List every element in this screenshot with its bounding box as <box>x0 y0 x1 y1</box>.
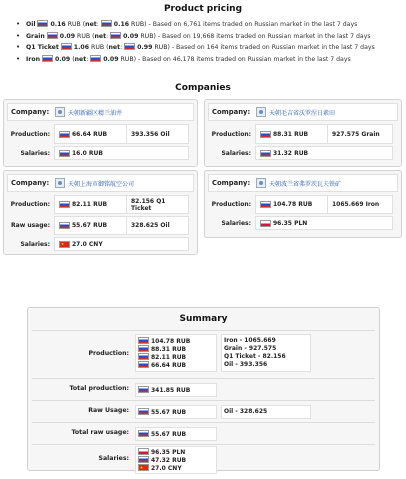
price-item-oil: • Oil 0.16 RUB (net: 0.16 RUB) - Based on 6,761 items traded on Russian market in the last 7 days <box>16 19 406 31</box>
price-item-q1-ticket: • Q1 Ticket 1.06 RUB (net: 0.99 RUB) - Based on 164 items traded on Russian market in the last 7 days <box>16 42 406 54</box>
price-note: Based on 164 items traded on Russian market in the last 7 days <box>176 44 375 52</box>
company-logo-icon <box>55 107 65 117</box>
company-card <box>3 99 198 167</box>
summary-panel <box>27 307 380 471</box>
company-card <box>204 170 402 238</box>
company-link[interactable]: 天朝上海市御铭航空公司 <box>68 180 135 188</box>
currency: RUB <box>77 32 91 40</box>
salaries-label: Salaries: <box>221 219 251 227</box>
production-money: 88.31 RUB <box>273 130 309 138</box>
salaries-row <box>8 146 193 160</box>
product-name: Iron <box>25 55 40 63</box>
production-label: Production: <box>211 130 251 138</box>
net-label: net <box>94 32 107 40</box>
production-label: Production: <box>10 130 50 138</box>
product-name: Grain <box>25 32 45 40</box>
russia-flag-icon <box>138 408 149 415</box>
raw-usage-label: Raw Usage: <box>88 407 129 414</box>
salaries-label: Salaries: <box>20 240 50 248</box>
russia-flag-icon <box>59 201 70 208</box>
production-row <box>209 124 397 144</box>
company-card <box>3 170 198 255</box>
salary-value: 27.0 CNY <box>151 465 182 472</box>
salaries-row <box>209 216 397 230</box>
currency: RUB <box>67 21 81 28</box>
russia-flag-icon <box>138 361 149 368</box>
summary-title: Summary <box>179 314 228 324</box>
company-header <box>208 103 398 121</box>
production-item: Iron - 1065.669 <box>224 337 276 344</box>
currency: RUB <box>91 44 105 52</box>
net-value: 0.16 <box>113 21 130 28</box>
price-item-iron: • Iron 0.09 (net: 0.09 RUB) - Based on 46,178 items traded on Russian market in the last 7 days <box>16 54 406 66</box>
net-label: net <box>108 44 121 52</box>
russia-flag-icon <box>90 55 101 62</box>
russia-flag-icon <box>61 43 72 50</box>
russia-flag-icon <box>47 32 58 39</box>
production-amount: 927.575 Grain <box>332 130 380 138</box>
production-money: 82.11 RUB <box>72 201 108 208</box>
production-value: 66.64 RUB <box>151 362 187 369</box>
china-flag-icon <box>59 241 70 248</box>
divider <box>32 378 375 379</box>
company-label: Company: <box>11 179 50 187</box>
production-item: Q1 Ticket - 82.156 <box>224 353 286 360</box>
company-header <box>7 103 194 121</box>
production-item: Oil - 393.356 <box>224 361 268 368</box>
divider <box>32 400 375 401</box>
russia-flag-icon <box>260 131 271 138</box>
production-amount: 82.156 Q1 Ticket <box>130 197 166 212</box>
raw-usage-label: Raw usage: <box>11 222 50 229</box>
salary-value: 96.35 PLN <box>273 219 308 227</box>
company-logo-icon <box>55 178 65 188</box>
poland-flag-icon <box>138 448 149 455</box>
salary-value: 16.0 RUB <box>72 149 103 157</box>
russia-flag-icon <box>138 456 149 463</box>
russia-flag-icon <box>37 20 48 27</box>
company-logo-icon <box>256 178 266 188</box>
divider <box>32 422 375 423</box>
price-value: 0.16 <box>50 21 66 28</box>
production-value: 88.31 RUB <box>151 346 187 353</box>
russia-flag-icon <box>260 201 271 208</box>
product-name: Q1 Ticket <box>25 44 59 52</box>
production-row <box>8 124 193 144</box>
poland-flag-icon <box>260 220 271 227</box>
salaries-row <box>8 237 193 251</box>
russia-flag-icon <box>59 222 70 229</box>
russia-flag-icon <box>138 345 149 352</box>
salaries-values <box>135 446 217 474</box>
salary-value: 47.32 RUB <box>151 457 187 464</box>
currency: RUB <box>154 44 168 52</box>
russia-flag-icon <box>42 55 53 62</box>
production-row <box>8 195 193 214</box>
russia-flag-icon <box>260 150 271 157</box>
company-label: Company: <box>212 179 251 187</box>
total-raw-usage-label: Total raw usage: <box>71 429 129 436</box>
pricing-title: Product pricing <box>163 4 243 14</box>
production-row <box>209 195 397 214</box>
company-header <box>208 174 398 192</box>
russia-flag-icon <box>138 386 149 393</box>
production-label: Production: <box>211 201 251 208</box>
raw-money: 55.67 RUB <box>72 222 108 229</box>
salaries-label: Salaries: <box>221 149 251 157</box>
raw-usage-row <box>8 216 193 235</box>
production-items <box>221 334 311 372</box>
summary-production-row <box>28 332 379 376</box>
net-value: 0.09 <box>123 32 139 40</box>
production-money: 104.78 RUB <box>273 201 313 208</box>
company-logo-icon <box>256 107 266 117</box>
russia-flag-icon <box>101 20 112 27</box>
production-amount: 393.356 Oil <box>131 130 170 138</box>
salaries-row <box>209 146 397 160</box>
salary-value: 96.35 PLN <box>151 449 186 456</box>
production-value: 82.11 RUB <box>151 354 187 361</box>
russia-flag-icon <box>138 337 149 344</box>
summary-total-raw-row <box>28 424 379 442</box>
currency: RUB <box>131 21 145 28</box>
currency: RUB <box>120 55 134 63</box>
raw-amount: 328.625 Oil <box>131 222 170 229</box>
production-money: 66.64 RUB <box>72 130 108 138</box>
net-value: 0.09 <box>103 55 119 63</box>
net-value: 0.99 <box>137 44 153 52</box>
raw-usage-item: Oil - 328.625 <box>224 408 268 415</box>
russia-flag-icon <box>59 150 70 157</box>
china-flag-icon <box>138 464 149 471</box>
product-name: Oil <box>25 21 36 28</box>
russia-flag-icon <box>138 430 149 437</box>
price-value: 0.09 <box>59 32 76 40</box>
salaries-label: Salaries: <box>20 149 50 157</box>
currency: RUB <box>140 32 154 40</box>
salary-value: 27.0 CNY <box>72 240 103 248</box>
russia-flag-icon <box>59 131 70 138</box>
raw-usage-value: 55.67 RUB <box>151 409 187 416</box>
production-value: 104.78 RUB <box>151 338 191 345</box>
price-value: 0.09 <box>54 55 71 63</box>
divider <box>32 330 375 331</box>
salary-value: 31.32 RUB <box>273 149 309 157</box>
summary-total-production-row <box>28 380 379 398</box>
summary-raw-usage-row <box>28 402 379 420</box>
russia-flag-icon <box>110 32 121 39</box>
total-raw-usage-value: 55.67 RUB <box>151 431 187 438</box>
russia-flag-icon <box>138 353 149 360</box>
net-label: net <box>74 55 87 63</box>
price-list <box>16 19 406 65</box>
company-link[interactable]: 天朝毛吉省沃罗涅日素田 <box>269 109 336 117</box>
price-item-grain: • Grain 0.09 RUB (net: 0.09 RUB) - Based on 19,668 items traded on Russian market in the last 7 days <box>16 31 406 43</box>
company-link[interactable]: 天朝新疆区精兰油井 <box>68 109 123 117</box>
company-label: Company: <box>11 108 50 116</box>
company-header <box>7 174 194 192</box>
salaries-label: Salaries: <box>98 455 129 462</box>
production-values <box>135 334 217 372</box>
company-card <box>204 99 402 167</box>
production-label: Production: <box>88 350 129 357</box>
total-production-label: Total production: <box>69 385 129 392</box>
production-amount: 1065.669 Iron <box>332 201 380 208</box>
price-note: Based on 46,178 items traded on Russian market in the last 7 days <box>142 55 351 63</box>
production-item: Grain - 927.575 <box>224 345 277 352</box>
net-label: net <box>85 21 97 28</box>
price-note: Based on 19,668 items traded on Russian market in the last 7 days <box>162 32 371 40</box>
summary-salaries-row <box>28 445 379 471</box>
company-link[interactable]: 天朝波兰省弗罗茨瓦夫铁矿 <box>269 180 342 188</box>
companies-title: Companies <box>175 83 231 93</box>
russia-flag-icon <box>124 43 135 50</box>
production-label: Production: <box>10 201 50 208</box>
price-value: 1.06 <box>73 44 90 52</box>
price-note: Based on 6,761 items traded on Russian market in the last 7 days <box>152 21 358 28</box>
total-production-value: 341.85 RUB <box>151 387 191 394</box>
company-label: Company: <box>212 108 251 116</box>
